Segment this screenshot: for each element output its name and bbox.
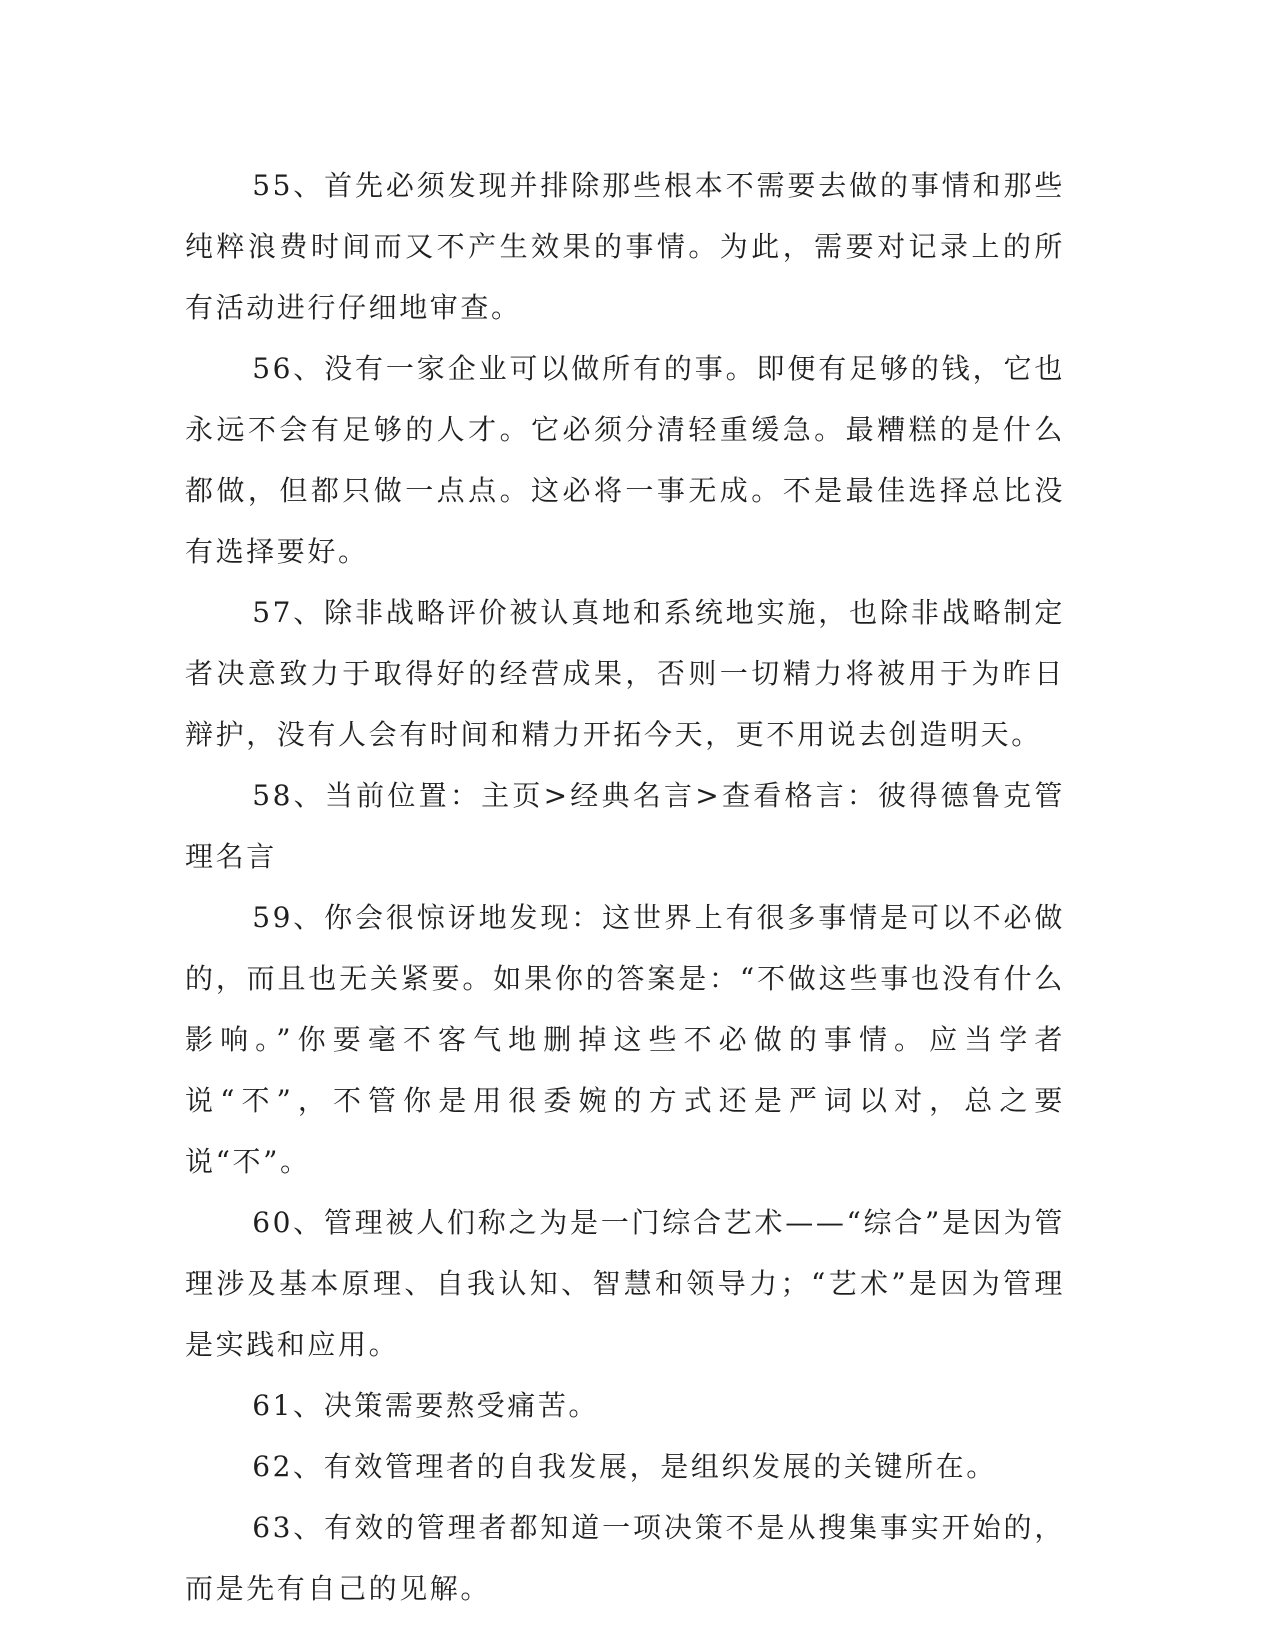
paragraph-58: 58、当前位置：主页>经典名言>查看格言：彼得德鲁克管理名言 xyxy=(185,779,1065,873)
paragraph-57: 57、除非战略评价被认真地和系统地实施，也除非战略制定者决意致力于取得好的经营成果，否则一切精力将被用于为昨日辩护，没有人会有时间和精力开拓今天，更不用说去创造明天。 xyxy=(185,596,1065,751)
paragraph-60: 60、管理被人们称之为是一门综合艺术——“综合”是因为管理涉及基本原理、自我认知、智慧和领导力；“艺术”是因为管理是实践和应用。 xyxy=(185,1206,1065,1361)
paragraph-61: 61、决策需要熬受痛苦。 xyxy=(252,1389,600,1422)
paragraph-55: 55、首先必须发现并排除那些根本不需要去做的事情和那些纯粹浪费时间而又不产生效果的事情。为此，需要对记录上的所有活动进行仔细地审查。 xyxy=(185,169,1065,324)
paragraph-59: 59、你会很惊讶地发现：这世界上有很多事情是可以不必做的，而且也无关紧要。如果你的答案是：“不做这些事也没有什么影响。”你要毫不客气地删掉这些不必做的事情。应当学者说“不”，不管你是用很委婉的方式还是严词以对，总之要说“不”。 xyxy=(185,901,1065,1178)
paragraph-63: 63、有效的管理者都知道一项决策不是从搜集事实开始的，而是先有自己的见解。 xyxy=(185,1511,1065,1605)
paragraph-62: 62、有效管理者的自我发展，是组织发展的关键所在。 xyxy=(252,1450,997,1483)
paragraph-56: 56、没有一家企业可以做所有的事。即便有足够的钱，它也永远不会有足够的人才。它必须分清轻重缓急。最糟糕的是什么都做，但都只做一点点。这必将一事无成。不是最佳选择总比没有选择要好。 xyxy=(185,352,1065,568)
document-body xyxy=(185,155,1065,1619)
